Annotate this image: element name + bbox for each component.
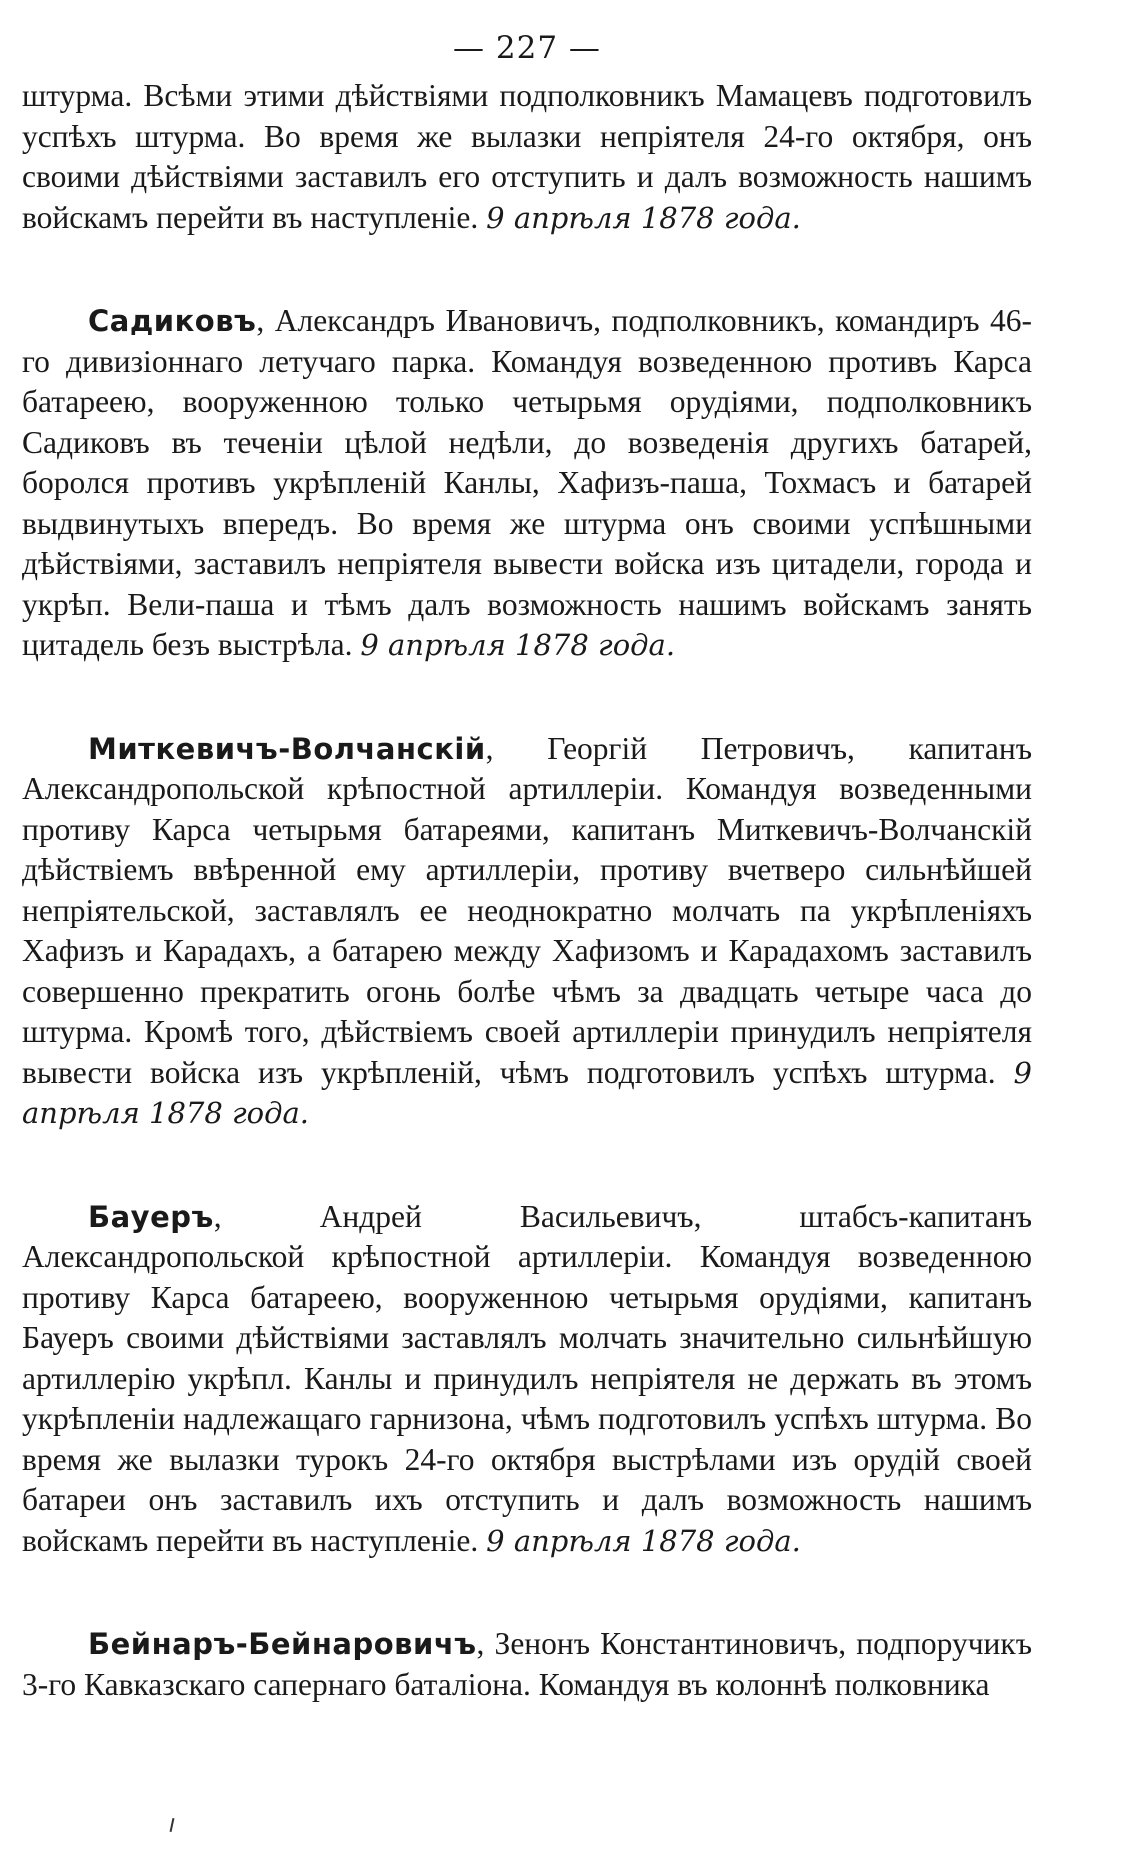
page-number: — 227 — — [453, 30, 601, 66]
entry-date: 9 апрѣля 1878 года. — [486, 200, 801, 235]
entry-bauer — [22, 1197, 1032, 1562]
entry-date: 9 апрѣля 1878 года. — [22, 1055, 1032, 1130]
entry-beinar-beinarovich — [22, 1624, 1032, 1705]
entry-name: Бауеръ — [88, 1199, 214, 1234]
entry-name: Садиковъ — [88, 304, 257, 338]
entry-mamatsev-continuation — [22, 76, 1032, 238]
entry-date: 9 апрѣля 1878 года. — [486, 1523, 801, 1558]
entry-text: , Зенонъ Константиновичъ, подпоручикъ 3-го Кавказскаго сапернаго баталіона. Командуя въ колоннѣ полковника — [22, 1626, 1032, 1702]
entry-text: , Александръ Ивановичъ, подполковникъ, командиръ 46-го дивизіоннаго летучаго парка. Командуя возведенною противъ Карса батареею, вооруженною только четырьмя орудіями, подполковникъ Садиковъ въ теченіи цѣлой недѣли, до возведенія другихъ батарей, боролся противъ укрѣпленій Канлы, Хафизъ-паша, Тохмасъ и батарей выдвинутыхъ впередъ. Во время же штурма онъ своими успѣшными дѣйствіями, заставилъ непріятеля вывести войска изъ цитадели, города и укрѣп. Вели-паша и тѣмъ далъ возможность нашимъ войскамъ занять цитадель безъ выстрѣла. — [22, 303, 1032, 662]
entry-sadikov — [22, 301, 1032, 666]
document-page — [22, 30, 1032, 1705]
entry-text: , Андрей Васильевичъ, штабсъ-капитанъ Александропольской крѣпостной артиллеріи. Командуя возведенною противу Карса батареею, вооруженною четырьмя орудіями, капитанъ Бауеръ своими дѣйствіями заставлялъ молчать значительно сильнѣйшую артиллерію укрѣпл. Канлы и принудилъ непріятеля не держать въ этомъ укрѣпленіи надлежащаго гарнизона, чѣмъ подготовилъ успѣхъ штурма. Во время же вылазки турокъ 24-го октября выстрѣлами изъ орудій своей батареи онъ заставилъ ихъ отступить и далъ возможность нашимъ войскамъ перейти въ наступленіе. — [22, 1198, 1032, 1558]
print-speck — [170, 1818, 175, 1832]
entry-mitkevich-volchansky — [22, 729, 1032, 1134]
entry-name: Бейнаръ-Бейнаровичъ — [88, 1627, 477, 1661]
entry-text: штурма. Всѣми этими дѣйствіями подполковникъ Мамацевъ подготовилъ успѣхъ штурма. Во время же вылазки непріятеля 24-го октября, онъ своими дѣйствіями заставилъ его отступить и далъ возможность нашимъ войскамъ перейти въ наступленіе. — [22, 78, 1032, 235]
entry-name: Миткевичъ-Волчанскій — [88, 731, 486, 766]
entry-date: 9 апрѣля 1878 года. — [360, 628, 676, 662]
entry-text: , Георгій Петровичъ, капитанъ Александропольской крѣпостной артиллеріи. Командуя возведенными противу Карса четырьмя батареями, капитанъ Миткевичъ-Волчанскій дѣйствіемъ ввѣренной ему артиллеріи, противу вчетверо сильнѣйшей непріятельской, заставлялъ ее неоднократно молчать па укрѣпленіяхъ Хафизъ и Карадахъ, а батарею между Хафизомъ и Карадахомъ заставилъ совершенно прекратить огонь болѣе чѣмъ за двадцать четыре часа до штурма. Кромѣ того, дѣйствіемъ своей артиллеріи принудилъ непріятеля вывести войска изъ укрѣпленій, чѣмъ подготовилъ успѣхъ штурма. — [22, 730, 1032, 1090]
